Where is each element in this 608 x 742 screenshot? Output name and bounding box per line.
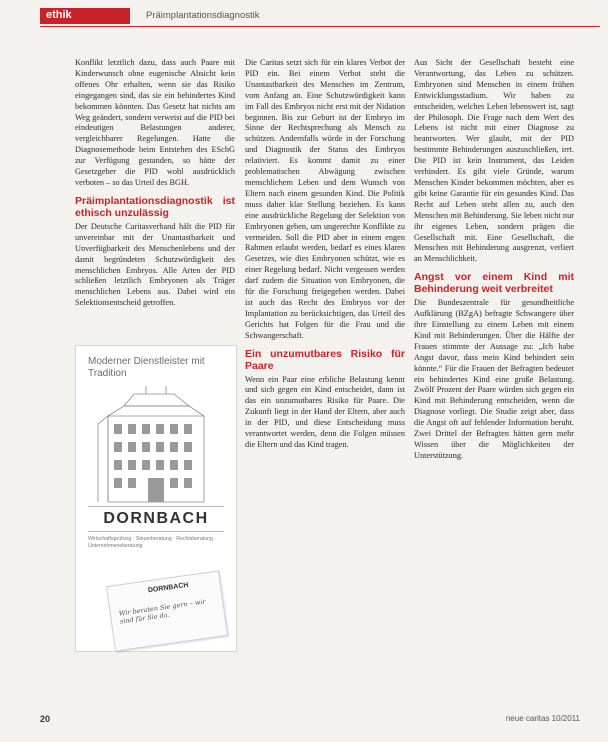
advertisement[interactable] (75, 345, 237, 652)
building-illustration (94, 386, 218, 504)
column-2-heading: Ein unzumutbares Risiko für Paare (245, 347, 405, 372)
ad-logo-box (88, 506, 224, 532)
card-logo: DORNBACH (147, 581, 189, 595)
ad-slogan: Moderner Dienstleister mit Tradition (88, 356, 205, 379)
header-rule (40, 26, 600, 27)
column-1-heading: Präimplantationsdiagnostik ist ethisch unzulässig (75, 194, 235, 219)
column-2 (245, 58, 405, 451)
column-1-paragraph-2: Der Deutsche Caritasverband hält die PID für unvereinbar mit der Unantastbarkeit und Unverfügbarkeit des Menschenlebens und der damit begründeten Schutzwürdigkeit des menschlichen Embryos. Alle Arten der PID schließen letztlich Embryonen als Träger menschlichen Lebens aus. Dabei wird ein Selektionsentscheid getroffen. (75, 221, 235, 308)
column-1 (75, 58, 235, 309)
column-3-heading: Angst vor einem Kind mit Behinderung weit verbreitet (414, 271, 574, 296)
ad-subtext: Wirtschaftsprüfung · Steuerberatung · Rechtsberatung · Unternehmensberatung (88, 536, 217, 549)
magazine-name: neue caritas 10/2011 (505, 714, 580, 723)
section-tag (40, 8, 130, 24)
column-1-paragraph-1: Konflikt letztlich dazu, dass auch Paare mit Kinderwunsch ohne eugenische Absicht kein offenes Ohr erhalten, wenn sie das Risiko eingegangen sind, das sie ein behindertes Kind bekommen könnten. Das Gesetz hat nichts am Weg geändert, sondern verweist auf die PID bei eindeutigen Belastungen anderer, vergleichbarer Regelungen. Hatte die Diagnosemethode beim Entstehen des ESchG zur Verfügung gestanden, so hätte der Gesetzgeber die PID wohl ausdrücklich verboten – so das Urteil des BGH. (75, 58, 235, 187)
business-card (106, 570, 228, 651)
column-2-paragraph-2: Wenn ein Paar eine erbliche Belastung kennt und sich gegen ein Kind entscheidet, dann ist das ein unzumutbares Risiko für Paare. Die Zukunft liegt in der Hand der Eltern, aber auch in der PID, und diese Entscheidung muss verantwortet werden, denn die Folgen müssen die Eltern und das Kind tragen. (245, 374, 405, 449)
section-tag-label: ethik (46, 9, 72, 21)
section-title: Präimplantationsdiagnostik (146, 10, 260, 21)
page-footer (40, 714, 600, 728)
ad-logo: DORNBACH (103, 510, 209, 527)
column-3-paragraph-2: Die Bundeszentrale für gesundheitliche Aufklärung (BZgA) befragte Schwangere über ihre Einstellung zu einem Leben mit einem Kind mit Behinderungen. Über die Hälfte der Frauen stimmte der Aussage zu: „Ich habe Angst davor, dass mein Kind behindert sein könnte.“ Für die Frauen der Befragten bedeutet ein behindertes Kind eine große Belastung. Zwölf Prozent der Paare würden sich gegen ein Kind mit Behinderung entscheiden, wenn die Diagnose vorliegt. Die Studie zeigt aber, dass die Angst oft auf fehlender Information beruht. Zwei Drittel der Befragten hätten gern mehr Wissen über die Möglichkeiten der Unterstützung. (414, 298, 574, 460)
column-3 (414, 58, 574, 462)
page-number: 20 (40, 714, 51, 724)
column-2-paragraph-1: Die Caritas setzt sich für ein klares Verbot der PID ein. Bei einem Verbot steht die Unantastbarkeit des Menschen im Zentrum, vom Anfang an. Eine Schutzwürdigkeit kann im Fall des Embryos nicht erst mit der Nidation beginnen. Bis zur Geburt ist der Embryo im Sinne der Rechtsprechung als Mensch zu schützen. Andernfalls würde in der Forschung und Diagnostik der Status des Embryos relativiert. Es kommt damit zu einer problematischen Abwägung zwischen menschlichem Leben und dem Wunsch von Eltern nach einem gesunden Kind. Die Politik muss daher klar Stellung beziehen. Es kann eine ausdrückliche Regelung der Selektion von Embryonen geben, um ungerechte Konflikte zu vermeiden. Soll die PID aber in einem engen Rahmen erlaubt werden, bedarf es eines klaren Gesetzes, wie dies Embryonen schützt, wie es einer Regelung bedarf. Nicht vergessen werden darf zudem die Situation von Embryonen, die für die Forschung freigegeben werden. Dabei ist auch das Recht des Embryos vor der Implantation zu berücksichtigen, das Urteil des Gerichts hat Folgen für die Frau und die Schwangerschaft. (245, 58, 405, 340)
card-text: Wir beraten Sie gern – wir sind für Sie da. (118, 597, 207, 626)
page-header (40, 8, 600, 24)
column-3-paragraph-1: Aus Sicht der Gesellschaft besteht eine Verantwortung, das Leben zu schützen. Embryonen sind Menschen in einem frühen Entwicklungsstadium. Wir haben zu entscheiden, welches Leben lebenswert ist, sagt der Philosoph. Die Frage nach dem Wert des Lebens ist nicht mit einer Diagnose zu beantworten. Wer glaubt, mit der PID bestimmte Behinderungen auszuschließen, irrt. Die PID ist kein Instrument, das Leiden verhindert. Es gibt viele Gründe, warum Menschen Kinder bekommen möchten, aber es gibt keine Garantie für ein gesundes Kind. Das Recht auf Leben steht allen zu, auch den Menschen mit Behinderung. Sie leben nicht nur ihr eigenes Leben, sondern prägen die Gesellschaft mit. Eine Gesellschaft, die Menschen mit Behinderung ausgrenzt, verliert an Menschlichkeit. (414, 58, 574, 264)
